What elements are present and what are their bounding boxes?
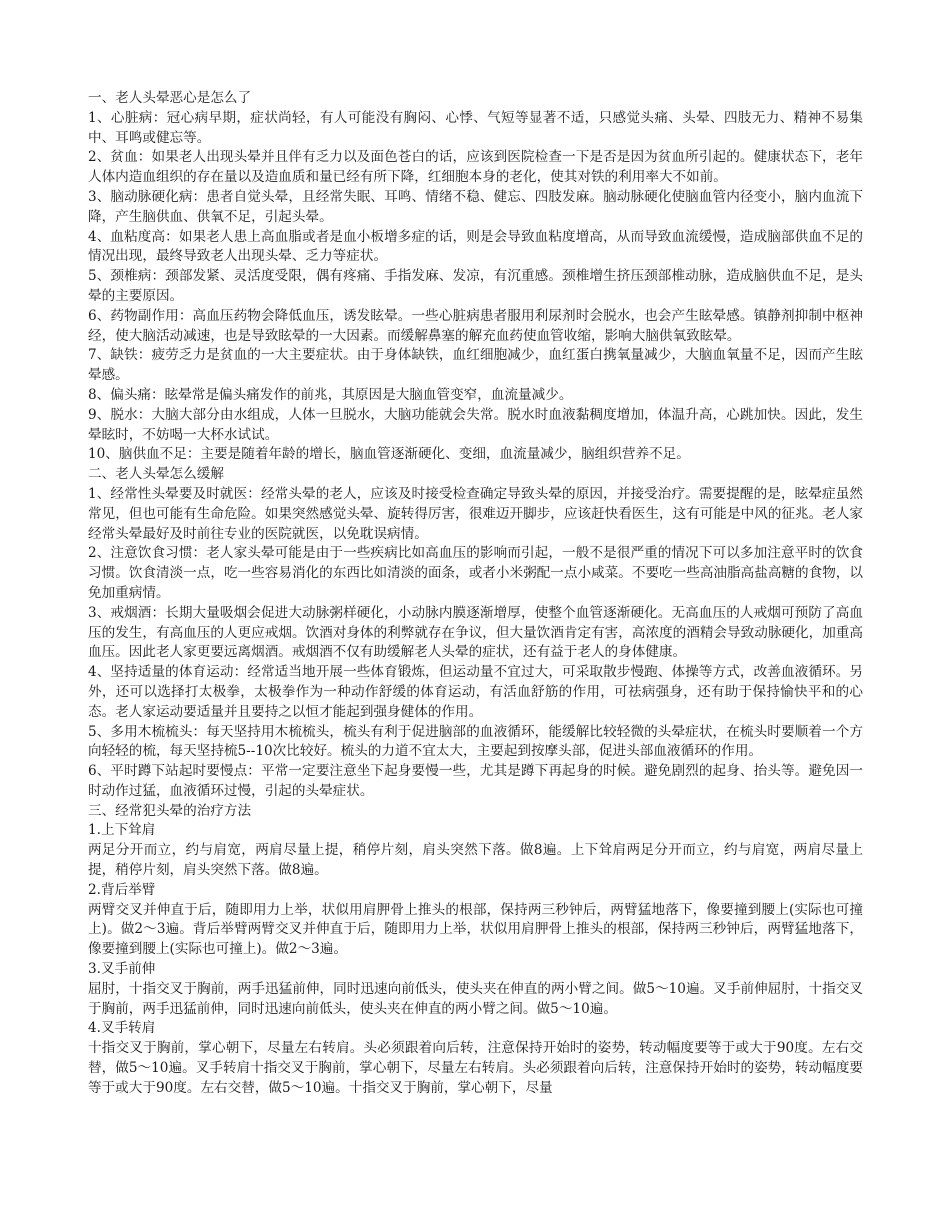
paragraph: 5、多用木梳梳头：每天坚持用木梳梳头，梳头有利于促进脑部的血液循环，能缓解比较轻微的头晕症状，在梳头时要顺着一个方向轻轻的梳，每天坚持梳5--10次比较好。梳头的力道不宜太大，主要起到按摩头部，促进头部血液循环的作用。 xyxy=(88,723,863,760)
paragraph: 3、脑动脉硬化病：患者自觉头晕，且经常失眠、耳鸣、情绪不稳、健忘、四肢发麻。脑动脉硬化使脑血管内径变小，脑内血流下降，产生脑供血、供氧不足，引起头晕。 xyxy=(88,188,863,225)
paragraph: 1、经常性头晕要及时就医：经常头晕的老人，应该及时接受检查确定导致头晕的原因，并接受治疗。需要提醒的是，眩晕症虽然常见，但也可能有生命危险。如果突然感觉头晕、旋转得厉害，很难迈开脚步，应该赶快看医生，这有可能是中风的征兆。老人家经常头晕最好及时前往专业的医院就医，以免耽误病情。 xyxy=(88,485,863,542)
paragraph: 3、戒烟酒：长期大量吸烟会促进大动脉粥样硬化，小动脉内膜逐渐增厚，使整个血管逐渐硬化。无高血压的人戒烟可预防了高血压的发生，有高血压的人更应戒烟。饮酒对身体的利弊就存在争议，但大量饮酒肯定有害，高浓度的酒精会导致动脉硬化，加重高血压。因此老人家更要远离烟酒。戒烟酒不仅有助缓解老人头晕的症状，还有益于老人的身体健康。 xyxy=(88,604,863,661)
document-body xyxy=(88,89,863,1099)
paragraph: 十指交叉于胸前，掌心朝下，尽量左右转肩。头必须跟着向后转，注意保持开始时的姿势，转动幅度要等于或大于90度。左右交替，做5～10遍。叉手转肩十指交叉于胸前，掌心朝下，尽量左右转肩。头必须跟着向后转，注意保持开始时的姿势，转动幅度要等于或大于90度。左右交替，做5～10遍。十指交叉于胸前，掌心朝下，尽量 xyxy=(88,1040,863,1096)
paragraph: 7、缺铁：疲劳乏力是贫血的一大主要症状。由于身体缺铁，血红细胞减少，血红蛋白携氧量减少，大脑血氧量不足，因而产生眩晕感。 xyxy=(88,347,863,384)
paragraph: 屈肘，十指交叉于胸前，两手迅猛前伸，同时迅速向前低头，使头夹在伸直的两小臂之间。做5～10遍。叉手前伸屈肘，十指交叉于胸前，两手迅猛前伸，同时迅速向前低头，使头夹在伸直的两小臂之间。做5～10遍。 xyxy=(88,980,863,1017)
subheading: 4.叉手转肩 xyxy=(88,1020,156,1037)
paragraph: 4、血粘度高：如果老人患上高血脂或者是血小板增多症的话，则是会导致血粘度增高，从而导致血流缓慢，造成脑部供血不足的情况出现，最终导致老人出现头晕、乏力等症状。 xyxy=(88,228,863,265)
paragraph: 5、颈椎病：颈部发紧、灵活度受限，偶有疼痛、手指发麻、发凉，有沉重感。颈椎增生挤压颈部椎动脉，造成脑供血不足，是头晕的主要原因。 xyxy=(88,268,863,304)
paragraph: 9、脱水：大脑大部分由水组成，人体一旦脱水，大脑功能就会失常。脱水时血液黏稠度增加，体温升高，心跳加快。因此，发生晕眩时，不妨喝一大杯水试试。 xyxy=(88,406,863,443)
section-heading: 二、老人头晕怎么缓解 xyxy=(88,466,224,483)
paragraph: 两臂交叉并伸直于后，随即用力上举，状似用肩胛骨上推头的根部，保持两三秒钟后，两臂猛地落下，像要撞到腰上(实际也可撞上)。做2～3遍。背后举臂两臂交叉并伸直于后，随即用力上举，状似用肩胛骨上推头的根部，保持两三秒钟后，两臂猛地落下，像要撞到腰上(实际也可撞上)。做2～3遍。 xyxy=(88,901,863,958)
subheading: 3.叉手前伸 xyxy=(88,961,156,978)
subheading: 2.背后举臂 xyxy=(88,881,156,898)
paragraph: 2、贫血：如果老人出现头晕并且伴有乏力以及面色苍白的话，应该到医院检查一下是否是因为贫血所引起的。健康状态下，老年人体内造血组织的存在量以及造血质和量已经有所下降，红细胞本身的老化，使其对铁的利用率大不如前。 xyxy=(88,149,863,186)
section-heading: 三、经常犯头晕的治疗方法 xyxy=(88,802,252,819)
subheading: 1.上下耸肩 xyxy=(88,822,156,839)
paragraph: 8、偏头痛：眩晕常是偏头痛发作的前兆，其原因是大脑血管变窄，血流量减少。 xyxy=(88,386,573,403)
paragraph: 4、坚持适量的体育运动：经常适当地开展一些体育锻炼，但运动量不宜过大，可采取散步慢跑、体操等方式，改善血液循环。另外，还可以选择打太极拳，太极拳作为一种动作舒缓的体育运动，有活血舒筋的作用，可祛病强身，还有助于保持愉快平和的心态。老人家运动要适量并且要持之以恒才能起到强身健体的作用。 xyxy=(88,664,863,720)
paragraph: 6、药物副作用：高血压药物会降低血压，诱发眩晕。一些心脏病患者服用利尿剂时会脱水，也会产生眩晕感。镇静剂抑制中枢神经，使大脑活动减速，也是导致眩晕的一大因素。而缓解鼻塞的解充血药使血管收缩，影响大脑供氧致眩晕。 xyxy=(88,307,863,344)
paragraph: 10、脑供血不足：主要是随着年龄的增长，脑血管逐渐硬化、变细，血流量减少，脑组织营养不足。 xyxy=(88,446,690,463)
paragraph: 1、心脏病：冠心病早期，症状尚轻，有人可能没有胸闷、心悸、气短等显著不适，只感觉头痛、头晕、四肢无力、精神不易集中、耳鸣或健忘等。 xyxy=(88,109,863,146)
paragraph: 2、注意饮食习惯：老人家头晕可能是由于一些疾病比如高血压的影响而引起，一般不是很严重的情况下可以多加注意平时的饮食习惯。饮食清淡一点，吃一些容易消化的东西比如清淡的面条，或者小米粥配一点小咸菜。不要吃一些高油脂高盐高糖的食物，以免加重病情。 xyxy=(88,545,863,601)
paragraph: 两足分开而立，约与肩宽，两肩尽量上提，稍停片刻，肩头突然下落。做8遍。上下耸肩两足分开而立，约与肩宽，两肩尽量上提，稍停片刻，肩头突然下落。做8遍。 xyxy=(88,842,863,879)
paragraph: 6、平时蹲下站起时要慢点：平常一定要注意坐下起身要慢一些，尤其是蹲下再起身的时候。避免剧烈的起身、抬头等。避免因一时动作过猛，血液循环过慢，引起的头晕症状。 xyxy=(88,763,863,799)
section-heading: 一、老人头晕恶心是怎么了 xyxy=(88,90,252,106)
